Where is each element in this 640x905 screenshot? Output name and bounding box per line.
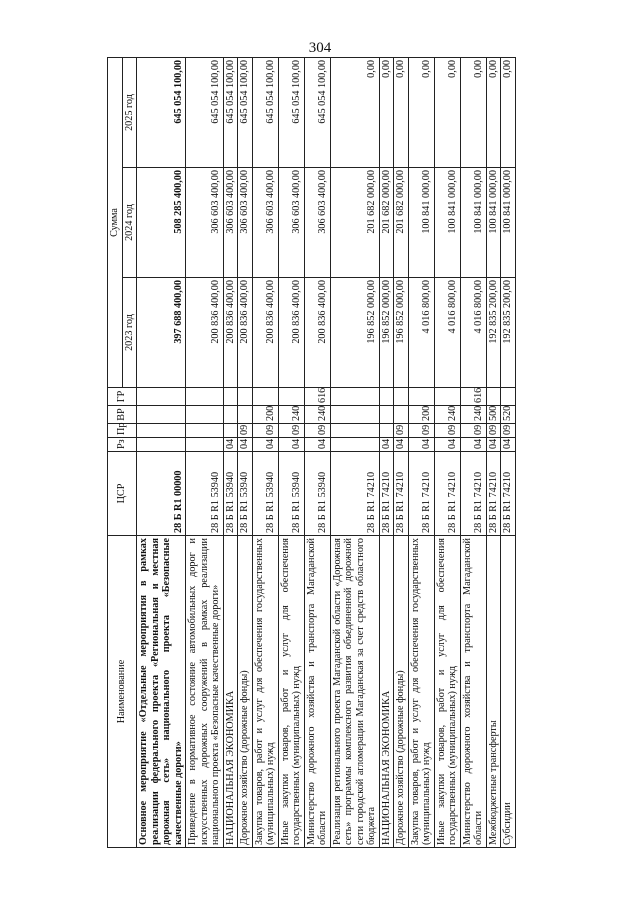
cell-2025: 0,00 [394, 57, 409, 167]
cell-gr: 616 [304, 388, 330, 406]
header-2024: 2024 год [122, 168, 137, 278]
cell-csr: 28 Б R1 53940 [223, 452, 238, 536]
cell-2025: 645 054 100,00 [223, 57, 238, 167]
cell-vr [223, 406, 238, 424]
table-row [460, 57, 486, 847]
cell-rz: 04 [304, 438, 330, 452]
cell-csr: 28 Б R1 74210 [486, 452, 501, 536]
cell-pr: 09 [434, 424, 460, 438]
header-gr: ГР [108, 388, 137, 406]
cell-gr [408, 388, 434, 406]
cell-name: Субсидии [501, 536, 516, 848]
cell-name: Министерство дорожного хозяйства и транспорта Магаданской области [304, 536, 330, 848]
cell-vr [379, 406, 394, 424]
table-row [408, 57, 434, 847]
header-2023: 2023 год [122, 278, 137, 388]
cell-rz: 04 [501, 438, 516, 452]
cell-rz: 04 [486, 438, 501, 452]
cell-pr [330, 424, 379, 438]
cell-gr [501, 388, 516, 406]
cell-gr [223, 388, 238, 406]
header-pr: Пр [108, 424, 137, 438]
cell-name: Межбюджетные трансферты [486, 536, 501, 848]
cell-2025: 645 054 100,00 [304, 57, 330, 167]
cell-2023: 200 836 400,00 [223, 278, 238, 388]
cell-2025: 0,00 [460, 57, 486, 167]
table-row [252, 57, 278, 847]
header-csr: ЦСР [108, 452, 137, 536]
cell-vr: 200 [408, 406, 434, 424]
cell-2023: 192 835 200,00 [501, 278, 516, 388]
cell-2024: 306 603 400,00 [238, 168, 253, 278]
cell-2025: 0,00 [408, 57, 434, 167]
cell-name: Иные закупки товаров, работ и услуг для обеспечения государственных (муниципальных) нужд [434, 536, 460, 848]
cell-name: Министерство дорожного хозяйства и транспорта Магаданской области [460, 536, 486, 848]
cell-2023: 4 016 800,00 [408, 278, 434, 388]
cell-2023: 196 852 000,00 [379, 278, 394, 388]
cell-2023: 4 016 800,00 [434, 278, 460, 388]
cell-vr: 240 [304, 406, 330, 424]
cell-rz: 04 [238, 438, 253, 452]
cell-pr [186, 424, 224, 438]
cell-vr: 240 [460, 406, 486, 424]
table-row [238, 57, 253, 847]
table-row [137, 57, 186, 847]
cell-csr: 28 Б R1 74210 [330, 452, 379, 536]
budget-table-sheet [107, 58, 612, 848]
table-row [434, 57, 460, 847]
cell-name: Приведение в нормативное состояние автомобильных дорог и искусственных дорожных сооружений в рамках реализации национального проекта «Безопасные качественные дороги» [186, 536, 224, 848]
cell-pr: 09 [394, 424, 409, 438]
cell-2024: 508 285 400,00 [137, 168, 186, 278]
cell-gr [379, 388, 394, 406]
cell-vr: 500 [486, 406, 501, 424]
cell-2025: 0,00 [501, 57, 516, 167]
cell-rz: 04 [252, 438, 278, 452]
cell-csr: 28 Б R1 74210 [379, 452, 394, 536]
header-name: Наименование [108, 536, 137, 848]
cell-pr: 09 [486, 424, 501, 438]
cell-csr: 28 Б R1 53940 [252, 452, 278, 536]
cell-2024: 201 682 000,00 [394, 168, 409, 278]
cell-vr [330, 406, 379, 424]
header-vr: ВР [108, 406, 137, 424]
cell-csr: 28 Б R1 00000 [137, 452, 186, 536]
cell-2023: 200 836 400,00 [278, 278, 304, 388]
table-row [486, 57, 501, 847]
cell-pr: 09 [278, 424, 304, 438]
cell-2023: 196 852 000,00 [394, 278, 409, 388]
table-row [330, 57, 379, 847]
table-body [137, 57, 516, 847]
cell-pr: 09 [501, 424, 516, 438]
table-row [501, 57, 516, 847]
cell-2023: 200 836 400,00 [252, 278, 278, 388]
cell-name: Закупка товаров, работ и услуг для обеспечения государственных (муниципальных) нужд [252, 536, 278, 848]
cell-vr: 240 [278, 406, 304, 424]
cell-gr [186, 388, 224, 406]
cell-2024: 100 841 000,00 [486, 168, 501, 278]
cell-pr: 09 [408, 424, 434, 438]
cell-vr: 200 [252, 406, 278, 424]
cell-csr: 28 Б R1 53940 [278, 452, 304, 536]
cell-rz [186, 438, 224, 452]
header-sum: Сумма [108, 57, 123, 387]
cell-gr [394, 388, 409, 406]
cell-csr: 28 Б R1 74210 [460, 452, 486, 536]
table-row [379, 57, 394, 847]
cell-2024: 100 841 000,00 [434, 168, 460, 278]
budget-table [107, 57, 516, 848]
cell-2023: 200 836 400,00 [186, 278, 224, 388]
cell-2025: 0,00 [379, 57, 394, 167]
cell-2024: 306 603 400,00 [186, 168, 224, 278]
cell-pr [223, 424, 238, 438]
cell-pr: 09 [304, 424, 330, 438]
header-rz: Рз [108, 438, 137, 452]
cell-2023: 196 852 000,00 [330, 278, 379, 388]
cell-vr [394, 406, 409, 424]
cell-name: Дорожное хозяйство (дорожные фонды) [394, 536, 409, 848]
cell-csr: 28 Б R1 53940 [186, 452, 224, 536]
cell-rz: 04 [223, 438, 238, 452]
cell-name: Иные закупки товаров, работ и услуг для обеспечения государственных (муниципальных) нужд [278, 536, 304, 848]
cell-name: Основное мероприятие «Отдельные мероприятия в рамках реализации федерального проекта «Региональная и местная дорожная сеть» национального проекта «Безопасные качественные дороги» [137, 536, 186, 848]
cell-pr: 09 [460, 424, 486, 438]
cell-rz: 04 [434, 438, 460, 452]
cell-pr: 09 [252, 424, 278, 438]
cell-csr: 28 Б R1 74210 [394, 452, 409, 536]
cell-csr: 28 Б R1 74210 [501, 452, 516, 536]
page-number: 304 [308, 40, 332, 56]
cell-vr [238, 406, 253, 424]
cell-gr [238, 388, 253, 406]
cell-gr [486, 388, 501, 406]
cell-2025: 0,00 [486, 57, 501, 167]
cell-2023: 200 836 400,00 [304, 278, 330, 388]
cell-2023: 4 016 800,00 [460, 278, 486, 388]
cell-csr: 28 Б R1 74210 [434, 452, 460, 536]
table-row [186, 57, 224, 847]
cell-pr: 09 [238, 424, 253, 438]
table-header [108, 57, 137, 847]
cell-2023: 397 688 400,00 [137, 278, 186, 388]
cell-name: Дорожное хозяйство (дорожные фонды) [238, 536, 253, 848]
cell-2023: 200 836 400,00 [238, 278, 253, 388]
cell-rz: 04 [394, 438, 409, 452]
cell-name: НАЦИОНАЛЬНАЯ ЭКОНОМИКА [379, 536, 394, 848]
cell-2025: 645 054 100,00 [137, 57, 186, 167]
cell-rz: 04 [379, 438, 394, 452]
cell-name: Закупка товаров, работ и услуг для обеспечения государственных (муниципальных) нужд [408, 536, 434, 848]
cell-rz [330, 438, 379, 452]
cell-2025: 645 054 100,00 [238, 57, 253, 167]
cell-2025: 645 054 100,00 [186, 57, 224, 167]
cell-gr [434, 388, 460, 406]
table-row [394, 57, 409, 847]
cell-2024: 306 603 400,00 [278, 168, 304, 278]
cell-name: Реализация регионального проекта Магаданской области «Дорожная сеть» программы комплексного развития объединенной дорожной сети городской агломерации Магаданская за счет средств областного бюджета [330, 536, 379, 848]
cell-2024: 100 841 000,00 [408, 168, 434, 278]
cell-vr: 240 [434, 406, 460, 424]
cell-rz: 04 [408, 438, 434, 452]
cell-csr: 28 Б R1 53940 [238, 452, 253, 536]
cell-name: НАЦИОНАЛЬНАЯ ЭКОНОМИКА [223, 536, 238, 848]
cell-csr: 28 Б R1 53940 [304, 452, 330, 536]
cell-2025: 0,00 [434, 57, 460, 167]
cell-2024: 201 682 000,00 [379, 168, 394, 278]
cell-gr [330, 388, 379, 406]
cell-2024: 100 841 000,00 [460, 168, 486, 278]
cell-2024: 306 603 400,00 [252, 168, 278, 278]
cell-2025: 0,00 [330, 57, 379, 167]
cell-vr [137, 406, 186, 424]
cell-vr [186, 406, 224, 424]
cell-gr: 616 [460, 388, 486, 406]
table-row [278, 57, 304, 847]
cell-gr [252, 388, 278, 406]
cell-2024: 201 682 000,00 [330, 168, 379, 278]
cell-rz: 04 [278, 438, 304, 452]
header-2025: 2025 год [122, 57, 137, 167]
cell-rz [137, 438, 186, 452]
table-row [223, 57, 238, 847]
cell-2024: 306 603 400,00 [304, 168, 330, 278]
cell-csr: 28 Б R1 74210 [408, 452, 434, 536]
cell-2025: 645 054 100,00 [278, 57, 304, 167]
cell-2024: 306 603 400,00 [223, 168, 238, 278]
cell-gr [278, 388, 304, 406]
cell-pr [379, 424, 394, 438]
cell-vr: 520 [501, 406, 516, 424]
cell-2023: 192 835 200,00 [486, 278, 501, 388]
cell-pr [137, 424, 186, 438]
table-row [304, 57, 330, 847]
cell-gr [137, 388, 186, 406]
cell-2024: 100 841 000,00 [501, 168, 516, 278]
cell-2025: 645 054 100,00 [252, 57, 278, 167]
cell-rz: 04 [460, 438, 486, 452]
